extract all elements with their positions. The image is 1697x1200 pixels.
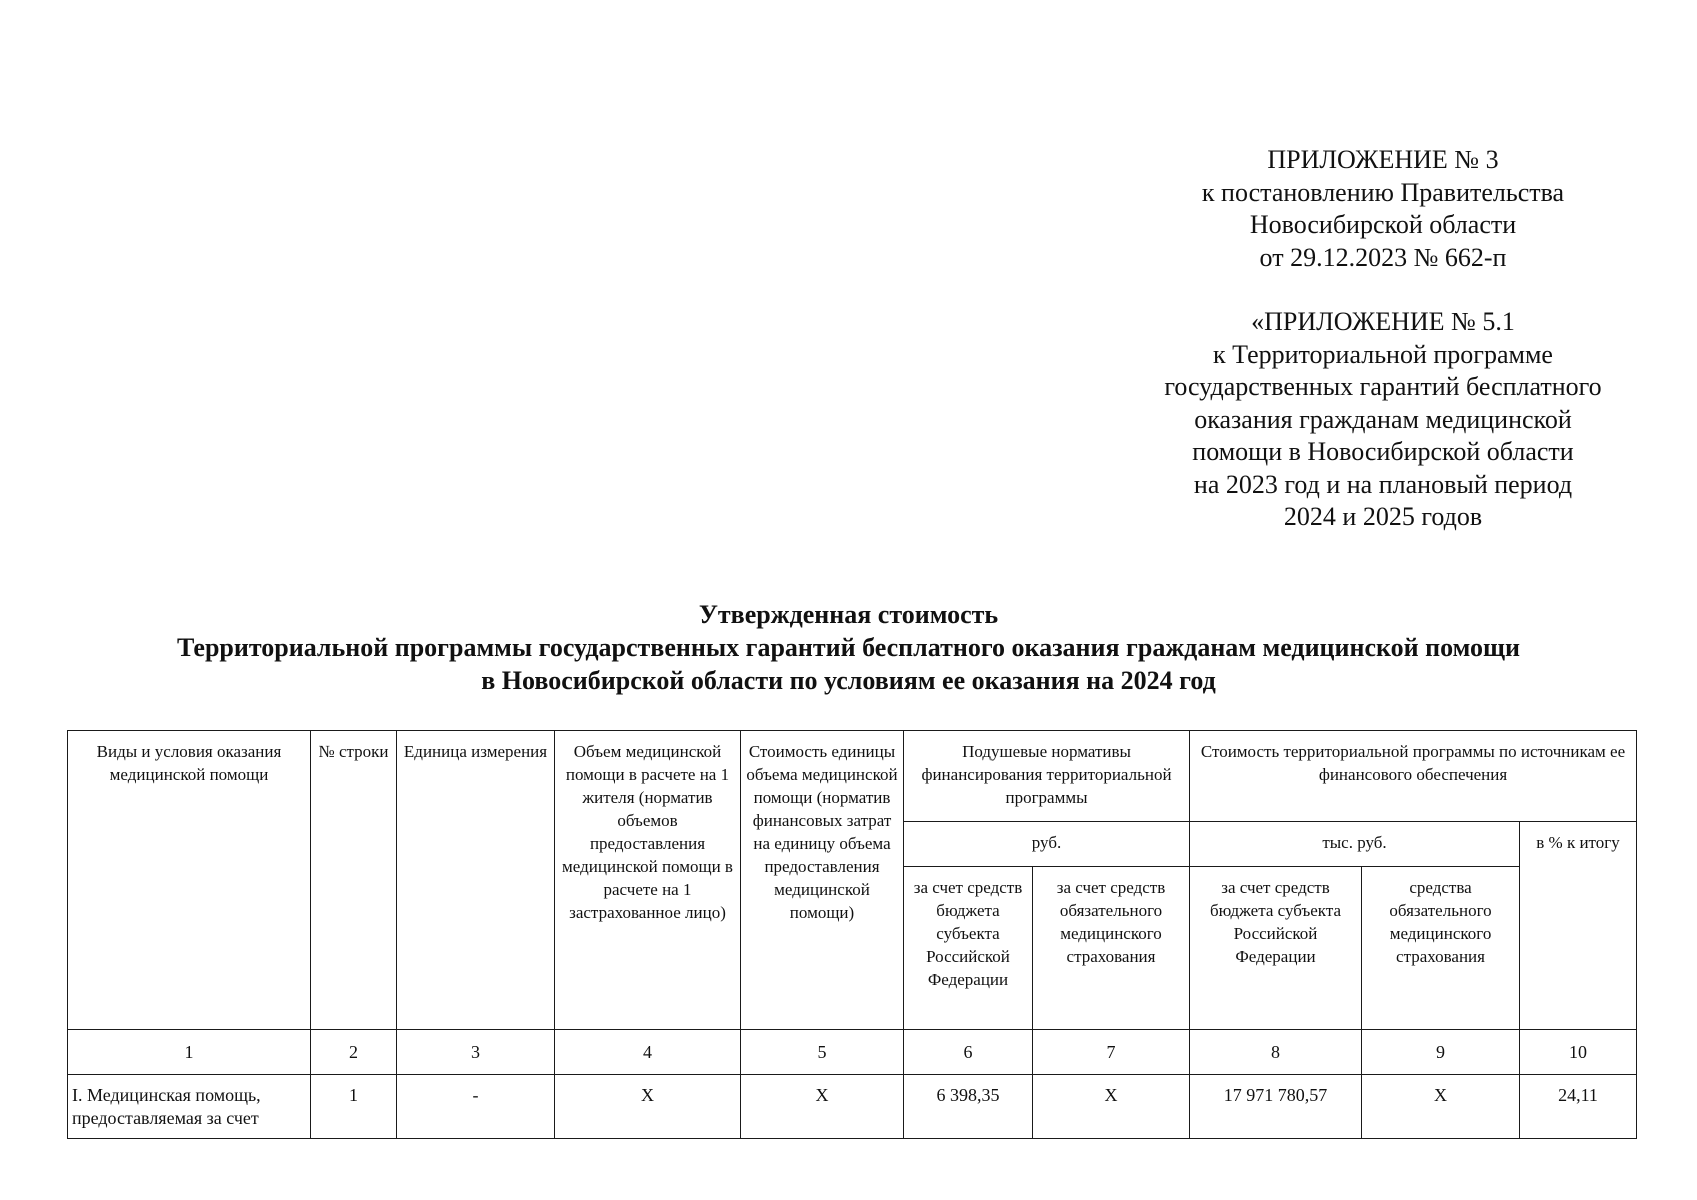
approval-block-program <box>1138 306 1628 534</box>
column-number: 1 <box>68 1030 311 1075</box>
approval-line: ПРИЛОЖЕНИЕ № 3 <box>1267 145 1499 174</box>
cell-line-number: 1 <box>311 1075 397 1139</box>
header-cost-oms: средства обязательного медицинского страхования <box>1362 867 1520 1030</box>
approval-line: оказания гражданам медицинской <box>1194 404 1572 434</box>
approval-block-resolution <box>1138 144 1628 274</box>
cell-unit: - <box>397 1075 555 1139</box>
approval-line: от 29.12.2023 № 662-п <box>1259 242 1507 272</box>
cost-table <box>67 730 1637 1139</box>
header-care-types: Виды и условия оказания медицинской помощи <box>68 731 311 1030</box>
approval-line: Новосибирской области <box>1249 210 1517 239</box>
approval-line: к постановлению Правительства <box>1201 177 1565 207</box>
approval-line: государственных гарантий бесплатного <box>1164 372 1602 401</box>
cell-per-capita-oms: Х <box>1033 1075 1190 1139</box>
table-row <box>68 1075 1637 1139</box>
column-number: 5 <box>741 1030 904 1075</box>
header-unit-thousand-rub: тыс. руб. <box>1190 822 1520 867</box>
cell-cost-budget: 17 971 780,57 <box>1190 1075 1362 1139</box>
header-percent: в % к итогу <box>1520 822 1637 1030</box>
column-number: 6 <box>904 1030 1033 1075</box>
header-per-capita-oms: за счет средств обязательного медицинского страхования <box>1033 867 1190 1030</box>
approval-line: к Территориальной программе <box>1213 339 1553 369</box>
column-number: 7 <box>1033 1030 1190 1075</box>
header-per-capita-group: Подушевые нормативы финансирования территориальной программы <box>904 731 1190 822</box>
header-unit-rub: руб. <box>904 822 1190 867</box>
column-number: 8 <box>1190 1030 1362 1075</box>
cell-unit-cost: Х <box>741 1075 904 1139</box>
cell-per-capita-budget: 6 398,35 <box>904 1075 1033 1139</box>
column-number: 2 <box>311 1030 397 1075</box>
cell-care-type: I. Медицинская помощь, предоставляемая за счет <box>68 1075 311 1139</box>
column-number: 4 <box>555 1030 741 1075</box>
approval-line: 2024 и 2025 годов <box>1283 502 1483 531</box>
header-cost-group: Стоимость территориальной программы по источникам ее финансового обеспечения <box>1190 731 1637 822</box>
column-number: 9 <box>1362 1030 1520 1075</box>
title-line: в Новосибирской области по условиям ее оказания на 2024 год <box>481 666 1216 695</box>
title-line: Утвержденная стоимость <box>698 600 999 629</box>
header-line-number: № строки <box>311 731 397 1030</box>
title-line: Территориальной программы государственных гарантий бесплатного оказания гражданам медицинской помощи <box>177 633 1520 662</box>
cell-cost-oms: Х <box>1362 1075 1520 1139</box>
approval-line: на 2023 год и на плановый период <box>1193 469 1573 499</box>
header-volume: Объем медицинской помощи в расчете на 1 жителя (норматив объемов предоставления медицинской помощи в расчете на 1 застрахованное лицо) <box>555 731 741 1030</box>
header-unit: Единица измерения <box>397 731 555 1030</box>
column-number: 3 <box>397 1030 555 1075</box>
column-number-row <box>68 1030 1637 1075</box>
header-unit-cost: Стоимость единицы объема медицинской помощи (норматив финансовых затрат на единицу объема предоставления медицинской помощи) <box>741 731 904 1030</box>
header-per-capita-budget: за счет средств бюджета субъекта Российской Федерации <box>904 867 1033 1030</box>
document-title <box>60 598 1637 697</box>
header-cost-budget: за счет средств бюджета субъекта Российской Федерации <box>1190 867 1362 1030</box>
column-number: 10 <box>1520 1030 1637 1075</box>
approval-line: «ПРИЛОЖЕНИЕ № 5.1 <box>1251 307 1515 336</box>
cell-volume: Х <box>555 1075 741 1139</box>
cell-percent: 24,11 <box>1520 1075 1637 1139</box>
approval-line: помощи в Новосибирской области <box>1192 437 1574 466</box>
